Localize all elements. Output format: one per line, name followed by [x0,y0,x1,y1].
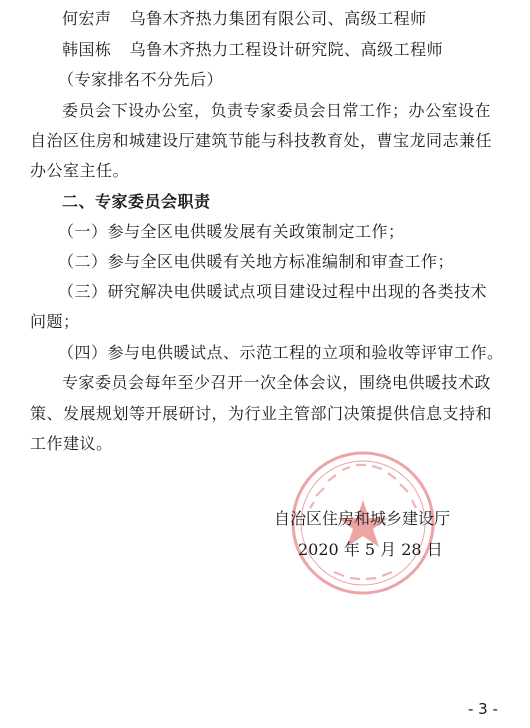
section-heading: 二、专家委员会职责 [62,192,211,211]
order-note: （专家排名不分先后） [58,70,224,89]
page-number: - 3 - [468,700,498,718]
duty-item: （一）参与全区电供暖发展有关政策制定工作； [58,222,405,241]
member-org: 乌鲁木齐热力工程设计研究院、高级工程师 [129,40,444,59]
member-name: 韩国栋 [62,40,112,59]
member-row [62,9,427,29]
member-row [62,40,443,60]
duty-item: （二）参与全区电供暖有关地方标准编制和审查工作； [58,252,455,271]
member-org: 乌鲁木齐热力集团有限公司、高级工程师 [129,9,427,28]
duty-item: （四）参与电供暖试点、示范工程的立项和验收等评审工作。 [58,343,504,362]
meeting-para-line: 工作建议。 [30,434,113,453]
office-para-line: 办公室主任。 [30,161,130,180]
meeting-para-line: 专家委员会每年至少召开一次全体会议，围绕电供暖技术政 [62,373,492,392]
signature-org: 自治区住房和城乡建设厅 [274,509,451,528]
duty-item: （三）研究解决电供暖试点项目建设过程中出现的各类技术 [58,282,488,301]
office-para-line: 自治区住房和城建设厅建筑节能与科技教育处，曹宝龙同志兼任 [30,131,493,150]
signature-date: 2020 年 5 月 28 日 [298,540,443,559]
member-name: 何宏声 [62,9,112,28]
duty-item-continued: 问题； [30,312,80,331]
office-para-line: 委员会下设办公室，负责专家委员会日常工作；办公室设在 [62,101,492,120]
meeting-para-line: 策、发展规划等开展研讨，为行业主管部门决策提供信息支持和 [30,404,493,423]
